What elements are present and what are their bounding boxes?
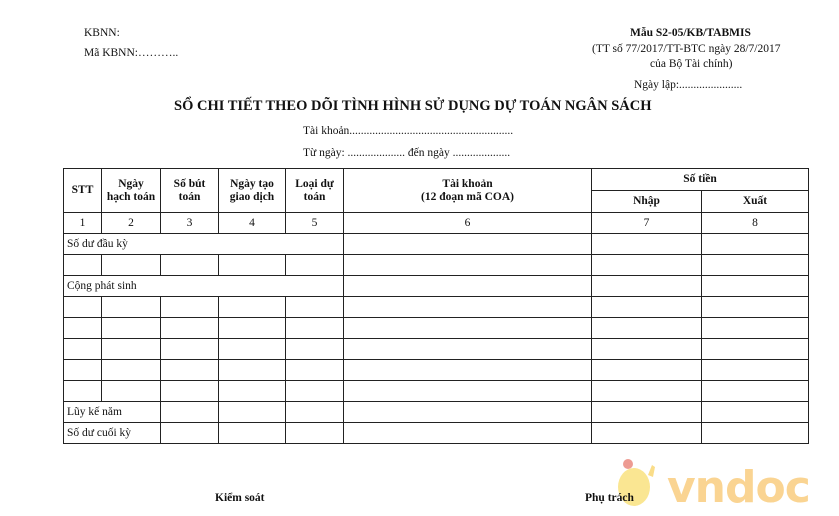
cell: [102, 297, 161, 318]
cell: [592, 381, 702, 402]
row-label-opening: Số dư đầu kỳ: [64, 234, 344, 255]
kbnn-label: KBNN:: [84, 27, 120, 39]
cell: [592, 360, 702, 381]
ledger-table: [63, 168, 809, 444]
col-number: 6: [344, 213, 592, 234]
cell: [102, 360, 161, 381]
cell: [161, 339, 219, 360]
cell: [702, 402, 809, 423]
col-number: 4: [219, 213, 286, 234]
cell: [286, 423, 344, 444]
cell: [161, 360, 219, 381]
date-range-line: Từ ngày: .................... đến ngày ....................: [303, 147, 511, 159]
form-code: Mẫu S2-05/KB/TABMIS: [630, 27, 751, 39]
cell: [702, 297, 809, 318]
circular-line1: (TT số 77/2017/TT-BTC ngày 28/7/2017: [592, 43, 781, 55]
cell: [592, 276, 702, 297]
cell: [64, 339, 102, 360]
cell: [102, 339, 161, 360]
column-number-row: [64, 213, 809, 234]
cell: [286, 381, 344, 402]
header-so-but-toan: Số bút toán: [161, 169, 219, 213]
cell: [161, 423, 219, 444]
header-stt: STT: [64, 169, 102, 213]
cell: [344, 402, 592, 423]
cell: [161, 381, 219, 402]
cell: [344, 276, 592, 297]
cell: [219, 297, 286, 318]
cell: [286, 255, 344, 276]
table-row: [64, 339, 809, 360]
ytd-row: [64, 402, 809, 423]
row-label-total: Cộng phát sinh: [64, 276, 344, 297]
cell: [102, 255, 161, 276]
cell: [219, 339, 286, 360]
cell: [64, 381, 102, 402]
cell: [161, 402, 219, 423]
cell: [286, 339, 344, 360]
cell: [344, 297, 592, 318]
cell: [286, 360, 344, 381]
cell: [64, 297, 102, 318]
header-tai-khoan-sub: (12 đoạn mã COA): [421, 190, 514, 203]
cell: [286, 297, 344, 318]
cell: [102, 381, 161, 402]
cell: [344, 339, 592, 360]
col-number: 7: [592, 213, 702, 234]
table-row: [64, 318, 809, 339]
row-label-ytd: Lũy kế năm: [64, 402, 161, 423]
col-number: 8: [702, 213, 809, 234]
total-row: [64, 276, 809, 297]
header-xuat: Xuất: [702, 191, 809, 213]
signature-phu-trach: Phụ trách: [585, 492, 634, 504]
cell: [702, 423, 809, 444]
cell: [592, 234, 702, 255]
vndoc-watermark-logo: [612, 455, 837, 515]
header-tai-khoan-label: Tài khoản: [442, 178, 493, 191]
header-loai-du-toan: Loại dự toán: [286, 169, 344, 213]
cell: [161, 318, 219, 339]
cell: [702, 381, 809, 402]
cell: [702, 234, 809, 255]
cell: [219, 255, 286, 276]
cell: [286, 318, 344, 339]
cell: [161, 255, 219, 276]
cell: [344, 381, 592, 402]
svg-text:vndoc: vndoc: [667, 462, 810, 513]
table-row: [64, 360, 809, 381]
cell: [592, 423, 702, 444]
signature-kiem-soat: Kiểm soát: [215, 492, 265, 504]
cell: [219, 318, 286, 339]
cell: [64, 255, 102, 276]
cell: [219, 423, 286, 444]
cell: [219, 381, 286, 402]
cell: [344, 360, 592, 381]
cell: [702, 360, 809, 381]
account-line: Tài khoản.........................................................: [303, 125, 514, 137]
col-number: 1: [64, 213, 102, 234]
cell: [219, 360, 286, 381]
header-ngay-hach-toan: Ngày hạch toán: [102, 169, 161, 213]
cell: [344, 234, 592, 255]
table-row: [64, 255, 809, 276]
header-tai-khoan: [344, 169, 592, 213]
cell: [219, 402, 286, 423]
cell: [344, 255, 592, 276]
page-title: SỔ CHI TIẾT THEO DÕI TÌNH HÌNH SỬ DỤNG DỰ TOÁN NGÂN SÁCH: [174, 98, 652, 114]
cell: [592, 297, 702, 318]
cell: [702, 318, 809, 339]
row-label-closing: Số dư cuối kỳ: [64, 423, 161, 444]
cell: [592, 255, 702, 276]
opening-balance-row: [64, 234, 809, 255]
cell: [64, 360, 102, 381]
header-ngay-tao: Ngày tạo giao dịch: [219, 169, 286, 213]
header-nhap: Nhập: [592, 191, 702, 213]
closing-balance-row: [64, 423, 809, 444]
col-number: 2: [102, 213, 161, 234]
ma-kbnn-label: Mã KBNN:………..: [84, 47, 179, 59]
cell: [592, 318, 702, 339]
col-number: 3: [161, 213, 219, 234]
cell: [286, 402, 344, 423]
cell: [592, 339, 702, 360]
table-row: [64, 297, 809, 318]
cell: [592, 402, 702, 423]
cell: [344, 423, 592, 444]
cell: [344, 318, 592, 339]
cell: [102, 318, 161, 339]
cell: [702, 255, 809, 276]
cell: [161, 297, 219, 318]
circular-line2: của Bộ Tài chính): [650, 58, 733, 70]
cell: [64, 318, 102, 339]
date-made: Ngày lập:......................: [634, 79, 743, 91]
cell: [702, 339, 809, 360]
cell: [702, 276, 809, 297]
col-number: 5: [286, 213, 344, 234]
table-row: [64, 381, 809, 402]
header-so-tien: Số tiền: [592, 169, 809, 191]
